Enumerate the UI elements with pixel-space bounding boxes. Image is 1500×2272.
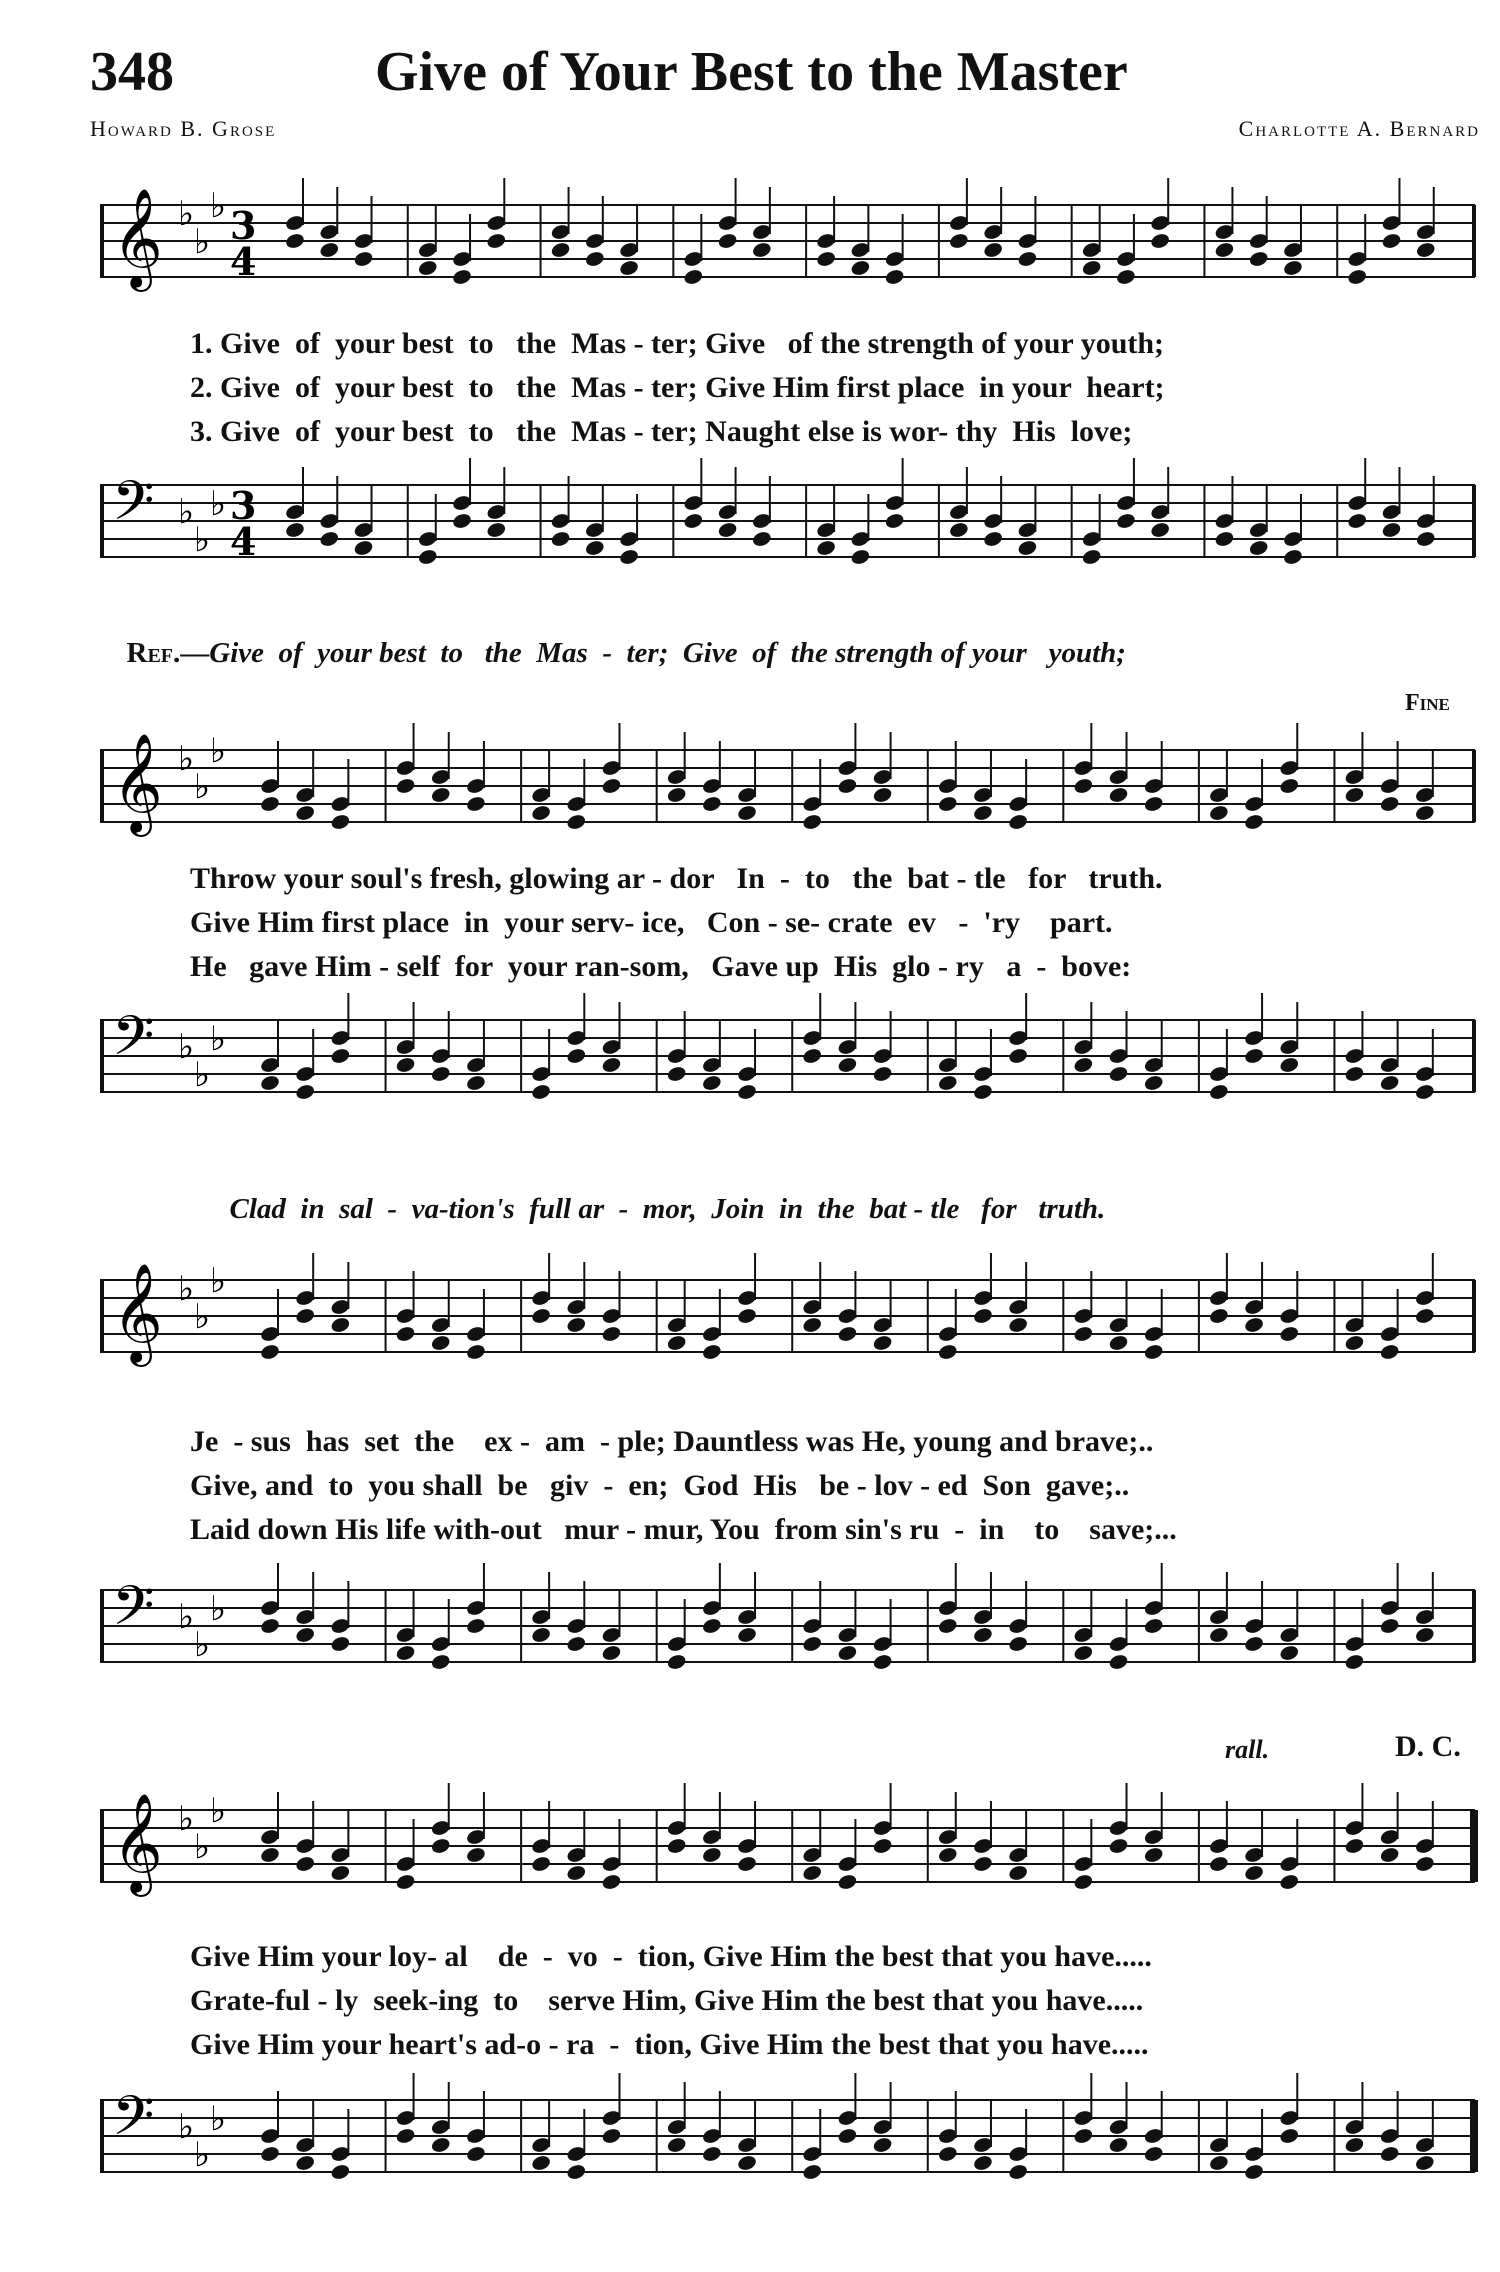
- note-head: [972, 1307, 993, 1325]
- treble-clef-icon: 𝄞: [112, 1263, 163, 1363]
- note-head: [465, 1343, 486, 1361]
- note-head: [884, 512, 905, 530]
- note-head: [837, 1325, 858, 1343]
- note-head: [1344, 1653, 1365, 1671]
- note-head: [1279, 1056, 1300, 1074]
- note-head: [1379, 1846, 1400, 1864]
- hymn-composer: Charlotte A. Bernard: [1238, 116, 1480, 141]
- note-head: [295, 1626, 316, 1644]
- note-head: [259, 1074, 280, 1092]
- note-head: [982, 530, 1003, 548]
- note-head: [937, 1617, 958, 1635]
- flat-icon: ♭: [178, 2107, 195, 2147]
- note-head: [330, 1316, 351, 1334]
- note-head: [618, 259, 639, 277]
- note-head: [1243, 1316, 1264, 1334]
- note-head: [530, 1855, 551, 1873]
- music-system-3: [100, 1240, 1480, 1690]
- treble-staff-2: [100, 720, 1480, 870]
- note-head: [1379, 1074, 1400, 1092]
- note-head: [837, 1644, 858, 1662]
- note-head: [550, 530, 571, 548]
- lyric-line: Grate-ful - ly seek-ing to serve Him, Give Him the best that you have.....: [190, 1984, 1144, 2017]
- flat-icon: ♭: [210, 484, 227, 524]
- note-head: [295, 2154, 316, 2172]
- note-head: [1108, 1065, 1129, 1083]
- note-head: [395, 1644, 416, 1662]
- note-head: [1017, 539, 1038, 557]
- flat-icon: ♭: [210, 2099, 227, 2139]
- flat-icon: ♭: [194, 1625, 211, 1665]
- note-head: [736, 1307, 757, 1325]
- note-head: [550, 241, 571, 259]
- note-head: [802, 1864, 823, 1882]
- note-head: [1381, 521, 1402, 539]
- note-head: [1007, 1635, 1028, 1653]
- note-head: [530, 804, 551, 822]
- note-head: [430, 2136, 451, 2154]
- lyric-line: Give, and to you shall be giv - en; God His be - lov - ed Son gave;..: [190, 1469, 1130, 1502]
- note-head: [1414, 1083, 1435, 1101]
- lyric-line: Give Him first place in your serv- ice, Con - se- crate ev - 'ry part.: [190, 906, 1113, 939]
- flat-icon: ♭: [178, 1799, 195, 1839]
- note-head: [1208, 1083, 1229, 1101]
- note-head: [1415, 241, 1436, 259]
- note-head: [701, 2145, 722, 2163]
- refrain-label: Ref.—: [126, 637, 210, 669]
- dc-mark: D. C.: [1395, 1730, 1461, 1763]
- note-head: [837, 1873, 858, 1891]
- note-head: [1248, 250, 1269, 268]
- bass-clef-icon: 𝄢: [112, 1004, 155, 1081]
- note-head: [1115, 268, 1136, 286]
- note-head: [417, 259, 438, 277]
- fine-mark: Fine: [1405, 690, 1450, 716]
- note-head: [259, 1846, 280, 1864]
- note-head: [1073, 1873, 1094, 1891]
- flat-icon: ♭: [194, 2135, 211, 2175]
- note-head: [937, 1846, 958, 1864]
- note-head: [1108, 2136, 1129, 2154]
- note-head: [937, 1074, 958, 1092]
- note-head: [666, 1653, 687, 1671]
- note-head: [1243, 1047, 1264, 1065]
- treble-clef-icon: 𝄞: [112, 733, 163, 833]
- note-head: [1115, 512, 1136, 530]
- note-head: [937, 795, 958, 813]
- flat-icon: ♭: [194, 1297, 211, 1337]
- note-head: [430, 1653, 451, 1671]
- flat-icon: ♭: [178, 1027, 195, 1067]
- lyric-line: 1. Give of your best to the Mas - ter; Give of the strength of your youth;: [190, 327, 1165, 360]
- note-head: [837, 777, 858, 795]
- note-head: [850, 259, 871, 277]
- note-head: [1414, 2154, 1435, 2172]
- treble-staff-4: [100, 1780, 1480, 1930]
- note-head: [1143, 1074, 1164, 1092]
- note-head: [601, 1056, 622, 1074]
- note-head: [295, 804, 316, 822]
- note-head: [1248, 539, 1269, 557]
- note-head: [937, 1343, 958, 1361]
- flat-icon: ♭: [210, 1791, 227, 1831]
- note-head: [872, 1065, 893, 1083]
- note-head: [295, 1855, 316, 1873]
- note-head: [1282, 259, 1303, 277]
- note-head: [530, 1083, 551, 1101]
- note-head: [1007, 1316, 1028, 1334]
- note-head: [736, 1855, 757, 1873]
- note-head: [284, 521, 305, 539]
- music-system-2: [100, 710, 1480, 1150]
- bass-clef-icon: 𝄢: [112, 2084, 155, 2161]
- refrain-text: Give of your best to the Mas - ter; Give of the strength of your youth;: [209, 637, 1126, 669]
- lyric-line: 3. Give of your best to the Mas - ter; Naught else is wor- thy His love;: [190, 415, 1133, 448]
- note-head: [1007, 813, 1028, 831]
- note-head: [1379, 1343, 1400, 1361]
- note-head: [972, 1083, 993, 1101]
- note-head: [451, 512, 472, 530]
- note-head: [701, 1846, 722, 1864]
- note-head: [1379, 2145, 1400, 2163]
- note-head: [872, 1334, 893, 1352]
- note-head: [330, 1047, 351, 1065]
- note-head: [417, 548, 438, 566]
- music-system-1: [100, 165, 1480, 625]
- note-head: [1381, 232, 1402, 250]
- note-head: [330, 813, 351, 831]
- note-head: [1073, 1056, 1094, 1074]
- lyric-line: Give Him your loy- al de - vo - tion, Give Him the best that you have.....: [190, 1940, 1152, 1973]
- bass-staff-1: [100, 455, 1480, 605]
- note-head: [1344, 1065, 1365, 1083]
- note-head: [259, 1617, 280, 1635]
- note-head: [683, 512, 704, 530]
- note-head: [1279, 777, 1300, 795]
- note-head: [666, 786, 687, 804]
- flat-icon: ♭: [210, 1019, 227, 1059]
- note-head: [837, 2127, 858, 2145]
- note-head: [486, 232, 507, 250]
- note-head: [295, 1083, 316, 1101]
- flat-icon: ♭: [210, 186, 227, 226]
- note-head: [1208, 1626, 1229, 1644]
- note-head: [736, 1083, 757, 1101]
- music-system-4: [100, 1770, 1480, 2250]
- note-head: [465, 1846, 486, 1864]
- note-head: [1108, 786, 1129, 804]
- note-head: [872, 2136, 893, 2154]
- note-head: [601, 1873, 622, 1891]
- bass-clef-icon: 𝄢: [112, 469, 155, 546]
- flat-icon: ♭: [194, 520, 211, 560]
- flat-icon: ♭: [194, 222, 211, 262]
- note-head: [1108, 1653, 1129, 1671]
- note-head: [566, 1316, 587, 1334]
- note-head: [1243, 813, 1264, 831]
- note-head: [451, 268, 472, 286]
- flat-icon: ♭: [210, 1261, 227, 1301]
- note-head: [802, 2163, 823, 2181]
- note-head: [1073, 2127, 1094, 2145]
- bass-staff-2: [100, 990, 1480, 1140]
- flat-icon: ♭: [178, 194, 195, 234]
- note-head: [530, 1626, 551, 1644]
- note-head: [1214, 241, 1235, 259]
- note-head: [683, 268, 704, 286]
- note-head: [1017, 250, 1038, 268]
- note-head: [972, 1855, 993, 1873]
- refrain-text: Clad in sal - va-tion's full ar - mor, Join in the bat - tle for truth.: [229, 1193, 1106, 1225]
- note-head: [1073, 1644, 1094, 1662]
- note-head: [751, 530, 772, 548]
- note-head: [815, 250, 836, 268]
- note-head: [972, 804, 993, 822]
- note-head: [566, 813, 587, 831]
- note-head: [1150, 521, 1171, 539]
- note-head: [1344, 1837, 1365, 1855]
- note-head: [1081, 259, 1102, 277]
- note-head: [618, 548, 639, 566]
- note-head: [948, 232, 969, 250]
- note-head: [584, 539, 605, 557]
- note-head: [1214, 530, 1235, 548]
- note-head: [1073, 1325, 1094, 1343]
- note-head: [872, 1653, 893, 1671]
- note-head: [1208, 804, 1229, 822]
- note-head: [330, 2163, 351, 2181]
- flat-icon: ♭: [178, 1269, 195, 1309]
- note-head: [1344, 1334, 1365, 1352]
- time-signature-icon: 4: [230, 519, 257, 564]
- note-head: [284, 232, 305, 250]
- note-head: [430, 1334, 451, 1352]
- refrain-line-1: [112, 604, 1126, 670]
- note-head: [566, 1635, 587, 1653]
- note-head: [1007, 1047, 1028, 1065]
- bass-clef-icon: 𝄢: [112, 1574, 155, 1651]
- hymn-number: 348: [90, 41, 174, 103]
- note-head: [872, 786, 893, 804]
- note-head: [972, 1626, 993, 1644]
- note-head: [566, 1864, 587, 1882]
- note-head: [1081, 548, 1102, 566]
- note-head: [259, 2145, 280, 2163]
- note-head: [1279, 1644, 1300, 1662]
- note-head: [872, 1837, 893, 1855]
- note-head: [465, 795, 486, 813]
- lyric-line: He gave Him - self for your ran-som, Gave up His glo - ry a - bove:: [190, 950, 1132, 983]
- note-head: [584, 250, 605, 268]
- hymn-title: Give of Your Best to the Master: [375, 41, 1128, 103]
- note-head: [1414, 1626, 1435, 1644]
- note-head: [850, 548, 871, 566]
- treble-staff-3: [100, 1250, 1480, 1400]
- note-head: [666, 1334, 687, 1352]
- note-head: [815, 539, 836, 557]
- note-head: [751, 241, 772, 259]
- treble-clef-icon: 𝄞: [112, 188, 163, 288]
- note-head: [486, 521, 507, 539]
- flat-icon: ♭: [194, 767, 211, 807]
- note-head: [1415, 530, 1436, 548]
- note-head: [430, 1065, 451, 1083]
- note-head: [1347, 268, 1368, 286]
- note-head: [465, 1617, 486, 1635]
- note-head: [837, 1056, 858, 1074]
- note-head: [1243, 2163, 1264, 2181]
- note-head: [1344, 2136, 1365, 2154]
- note-head: [395, 1056, 416, 1074]
- note-head: [972, 2154, 993, 2172]
- note-head: [666, 2136, 687, 2154]
- note-head: [884, 268, 905, 286]
- note-head: [1243, 1635, 1264, 1653]
- note-head: [1150, 232, 1171, 250]
- note-head: [736, 1626, 757, 1644]
- note-head: [330, 1635, 351, 1653]
- flat-icon: ♭: [178, 1597, 195, 1637]
- note-head: [395, 2127, 416, 2145]
- note-head: [736, 804, 757, 822]
- note-head: [717, 521, 738, 539]
- note-head: [395, 1873, 416, 1891]
- note-head: [802, 1635, 823, 1653]
- note-head: [1414, 1307, 1435, 1325]
- note-head: [1379, 1617, 1400, 1635]
- bass-staff-3: [100, 1560, 1480, 1710]
- note-head: [1143, 2145, 1164, 2163]
- note-head: [1143, 1343, 1164, 1361]
- note-head: [395, 1325, 416, 1343]
- lyric-line: Laid down His life with-out mur - mur, You from sin's ru - in to save;...: [190, 1513, 1177, 1546]
- treble-clef-icon: 𝄞: [112, 1793, 163, 1893]
- flat-icon: ♭: [210, 1589, 227, 1629]
- note-head: [1243, 1864, 1264, 1882]
- note-head: [430, 1837, 451, 1855]
- note-head: [1279, 2127, 1300, 2145]
- note-head: [353, 539, 374, 557]
- note-head: [465, 1074, 486, 1092]
- note-head: [1143, 795, 1164, 813]
- note-head: [601, 1644, 622, 1662]
- hymn-header: [90, 40, 1480, 150]
- note-head: [1279, 1873, 1300, 1891]
- note-head: [1007, 2163, 1028, 2181]
- lyric-line: Je - sus has set the ex - am - ple; Dauntless was He, young and brave;..: [190, 1425, 1154, 1458]
- note-head: [259, 1343, 280, 1361]
- note-head: [937, 2145, 958, 2163]
- note-head: [566, 1047, 587, 1065]
- lyric-line: 2. Give of your best to the Mas - ter; Give Him first place in your heart;: [190, 371, 1165, 404]
- note-head: [736, 2154, 757, 2172]
- note-head: [319, 241, 340, 259]
- note-head: [666, 1065, 687, 1083]
- note-head: [601, 2127, 622, 2145]
- note-head: [395, 777, 416, 795]
- flat-icon: ♭: [194, 1055, 211, 1095]
- note-head: [1282, 548, 1303, 566]
- hymn-author: Howard B. Grose: [90, 116, 277, 141]
- flat-icon: ♭: [210, 731, 227, 771]
- note-head: [1108, 1334, 1129, 1352]
- note-head: [1279, 1325, 1300, 1343]
- time-signature-icon: 3: [230, 203, 257, 248]
- bass-staff-4: [100, 2070, 1480, 2220]
- note-head: [1414, 1855, 1435, 1873]
- note-head: [295, 1307, 316, 1325]
- flat-icon: ♭: [178, 739, 195, 779]
- note-head: [530, 2154, 551, 2172]
- time-signature-icon: 3: [230, 483, 257, 528]
- rall-mark: rall.: [1225, 1735, 1270, 1764]
- lyric-line: Throw your soul's fresh, glowing ar - dor In - to the bat - tle for truth.: [190, 862, 1163, 895]
- note-head: [717, 232, 738, 250]
- note-head: [1143, 1617, 1164, 1635]
- note-head: [802, 1316, 823, 1334]
- note-head: [1073, 777, 1094, 795]
- lyric-line: Give Him your heart's ad-o - ra - tion, Give Him the best that you have.....: [190, 2028, 1149, 2061]
- note-head: [1143, 1846, 1164, 1864]
- treble-staff-1: [100, 175, 1480, 325]
- note-head: [948, 521, 969, 539]
- note-head: [319, 530, 340, 548]
- note-head: [701, 1617, 722, 1635]
- note-head: [1108, 1837, 1129, 1855]
- note-head: [465, 2145, 486, 2163]
- note-head: [1347, 512, 1368, 530]
- time-signature-icon: 4: [230, 239, 257, 284]
- note-head: [1208, 1855, 1229, 1873]
- note-head: [1344, 786, 1365, 804]
- note-head: [701, 1343, 722, 1361]
- flat-icon: ♭: [194, 1827, 211, 1867]
- note-head: [802, 813, 823, 831]
- note-head: [982, 241, 1003, 259]
- note-head: [1208, 2154, 1229, 2172]
- note-head: [601, 777, 622, 795]
- note-head: [1379, 795, 1400, 813]
- note-head: [259, 795, 280, 813]
- note-head: [353, 250, 374, 268]
- note-head: [430, 786, 451, 804]
- note-head: [1007, 1864, 1028, 1882]
- note-head: [802, 1047, 823, 1065]
- note-head: [601, 1325, 622, 1343]
- note-head: [666, 1837, 687, 1855]
- note-head: [566, 2163, 587, 2181]
- refrain-line-2: [215, 1160, 1105, 1226]
- note-head: [1414, 804, 1435, 822]
- note-head: [1208, 1307, 1229, 1325]
- note-head: [701, 795, 722, 813]
- note-head: [701, 1074, 722, 1092]
- flat-icon: ♭: [178, 492, 195, 532]
- note-head: [530, 1307, 551, 1325]
- note-head: [330, 1864, 351, 1882]
